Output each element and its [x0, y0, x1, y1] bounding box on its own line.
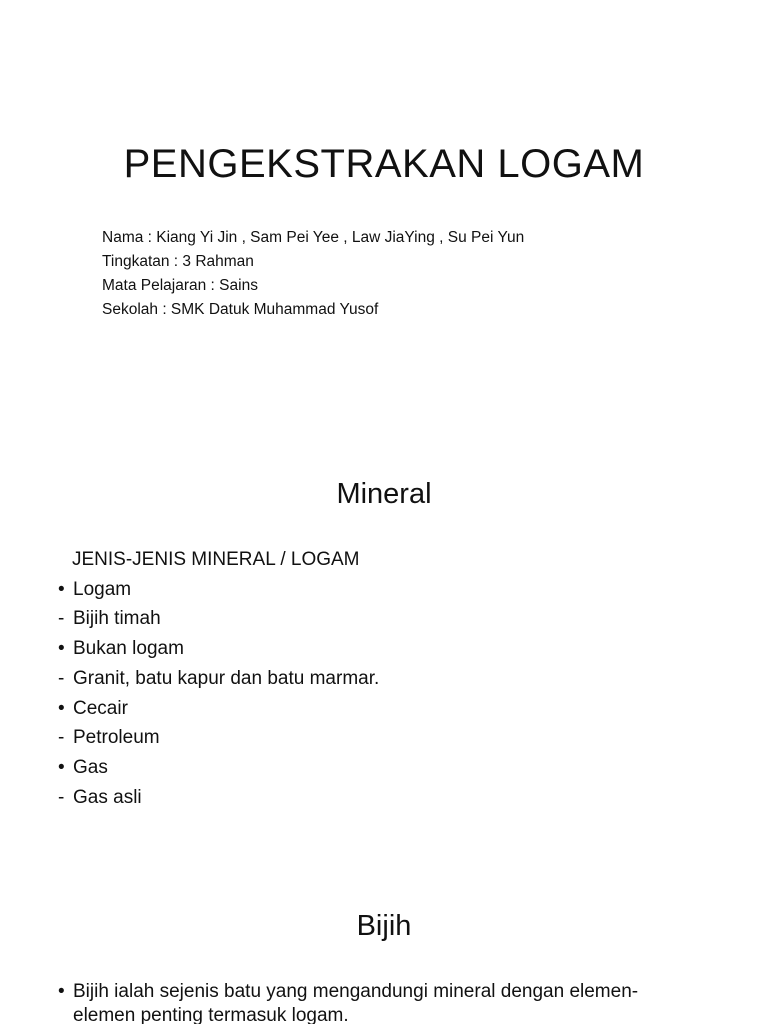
author-info: [102, 226, 702, 322]
list-item-text: Petroleum: [73, 727, 160, 749]
list-item-text: Bukan logam: [73, 638, 184, 660]
list-item: [58, 694, 738, 724]
list-item: [58, 634, 738, 664]
list-marker: -: [58, 608, 65, 630]
list-item-text: Gas: [73, 756, 108, 778]
document-title: PENGEKSTRAKAN LOGAM: [123, 142, 645, 186]
list-item: [58, 783, 738, 813]
list-marker: •: [58, 578, 65, 600]
list-marker: -: [58, 786, 65, 808]
slide-mineral: [0, 432, 768, 864]
list-item: [58, 723, 738, 753]
bijih-list: [58, 980, 738, 1024]
list-marker: -: [58, 727, 65, 749]
list-marker: -: [58, 667, 65, 689]
slide-title: [0, 0, 768, 432]
section-title-bijih: Bijih: [356, 910, 412, 942]
slide-bijih: [0, 864, 768, 1024]
bullet-continuation: elemen penting termasuk logam.: [73, 1005, 349, 1024]
list-marker: •: [58, 697, 65, 719]
info-school: Sekolah : SMK Datuk Muhammad Yusof: [102, 301, 379, 318]
list-heading: JENIS-JENIS MINERAL / LOGAM: [72, 549, 360, 570]
bullet-line: [58, 980, 738, 1004]
info-grade: Tingkatan : 3 Rahman: [102, 253, 254, 270]
bullet-text: Bijih ialah sejenis batu yang mengandungi mineral dengan elemen-: [73, 981, 639, 1002]
info-subject: Mata Pelajaran : Sains: [102, 277, 258, 294]
list-item-text: Cecair: [73, 697, 128, 719]
mineral-list: [58, 545, 738, 812]
section-title-mineral: Mineral: [336, 478, 432, 510]
list-item: [58, 753, 738, 783]
list-marker: •: [58, 981, 65, 1002]
list-marker: •: [58, 756, 65, 778]
info-names: Nama : Kiang Yi Jin , Sam Pei Yee , Law JiaYing , Su Pei Yun: [102, 229, 525, 246]
list-item-text: Logam: [73, 578, 132, 600]
list-item: [58, 664, 738, 694]
list-item: [58, 604, 738, 634]
list-item: [58, 575, 738, 605]
list-item-text: Gas asli: [73, 786, 142, 808]
list-item-text: Granit, batu kapur dan batu marmar.: [73, 667, 380, 689]
list-marker: •: [58, 638, 65, 660]
list-item-text: Bijih timah: [73, 608, 161, 630]
